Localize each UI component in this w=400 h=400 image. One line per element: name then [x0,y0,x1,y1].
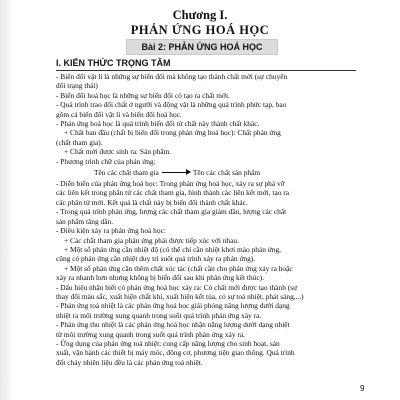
text-line: - Diễn biến của phản ứng hoá học: Trong phản ứng hoá học, xảy ra sự phá vỡ [56,179,285,189]
text-line: xuất, vận hành các thiết bị máy móc, động cơ, phương tiện giao thông. Quá trình [56,348,295,358]
text-line: nhiệt ra môi trường xung quanh trong suốt quá trình phản ứng xảy ra. [56,310,262,320]
text-line: - Ứng dụng của phản ứng toả nhiệt: cung cấp năng lượng cho sinh hoạt, sản [56,338,280,348]
text-line: + Chất mới được sinh ra: Sản phẩm. [64,147,172,157]
text-line: + Các chất tham gia phản ứng phải được tiếp xúc với nhau. [64,235,239,245]
text-line: - Dấu hiệu nhận biết có phản ứng hoá học xảy ra: Có chất mới được tạo thành (sự [56,282,298,292]
equation-reactants: Tên các chất tham gia [94,167,159,177]
text-line: + Chất ban đầu (chất bị biến đổi trong phản ứng hoá học): Chất phản ứng [64,128,281,138]
text-line: - Phương trình chữ của phản ứng: [56,156,156,166]
text-line: gồm cả biến đổi vật lí và biến đổi hoá học. [56,109,182,119]
text-line: + Một số phản ứng cần nhiệt độ (có thể chỉ cần nhiệt khơi mào phản ứng, [64,244,282,254]
text-line: - Biến đổi hoá học là những sự biến đổi có tạo ra chất mới. [56,90,230,100]
text-line: + Một số phản ứng cần thêm chất xúc tác (chất cần cho phản ứng xảy ra hoặc [64,263,293,273]
equation-products: Tên các chất sản phẩm [192,167,261,177]
page-number: 9 [360,384,365,393]
text-line: cũng có phản ứng cần nhiệt duy trì suốt quá trình xảy ra phản ứng). [56,254,256,264]
text-line: - Phản ứng thu nhiệt là các phản ứng hoá học nhận năng lượng dưới dạng nhiệt [56,320,290,330]
text-line: - Phản ứng hoá học là quá trình biến đổi từ chất này thành chất khác. [56,119,260,129]
lesson-title: Bài 2: PHẢN ỨNG HOÁ HỌC [126,39,278,55]
text-line: xảy ra nhanh hơn nhưng không bị biến đổi sau khi phản ứng kết thúc). [56,273,264,283]
chapter-number: Chương I. [172,8,228,22]
page-binding-shadow [0,0,14,400]
text-line: - Biến đổi vật lí là những sự biến đổi mà không tạo thành chất mới (sự chuyển [56,72,288,81]
text-line: các phân tử mới. Kết quả là chất này bị biến đổi thành chất khác. [56,197,248,207]
text-line: đổi trạng thái) [56,81,98,91]
chapter-title: PHẢN ỨNG HOÁ HỌC [130,23,270,37]
word-equation [56,166,360,179]
text-line: - Phản ứng toả nhiệt là các phản ứng hoá học giải phóng năng lượng dưới dạng [56,301,290,311]
section-heading: I. KIẾN THỨC TRỌNG TÂM [56,57,356,71]
text-line: đốt cháy nhiên liệu đều là các phản ứng toả nhiệt. [56,357,203,367]
text-line: (chất tham gia). [56,137,103,147]
body-text [56,72,360,367]
text-line: thay đổi màu sắc, xuất hiện chất khí, xuất hiện kết tủa, có sự toả nhiệt, phát sáng,...) [56,291,304,301]
text-line: - Quá trình trao đổi chất ở người và động vật là những quá trình phức tạp, bao [56,100,287,110]
text-line: từ môi trường xung quanh trong suốt quá trình phản ứng xảy ra. [56,329,245,339]
reaction-arrow-icon [162,172,190,173]
text-line: - Điều kiện xảy ra phản ứng hoá học: [56,226,166,236]
text-line: các liên kết trong phân tử các chất tham gia, hình thành các liên kết mới, tạo ra [56,188,290,198]
text-line: sản phẩm tăng dần. [56,216,114,226]
text-line: - Trong quá trình phản ứng, lượng các chất tham gia giảm dần, lượng các chất [56,207,287,217]
